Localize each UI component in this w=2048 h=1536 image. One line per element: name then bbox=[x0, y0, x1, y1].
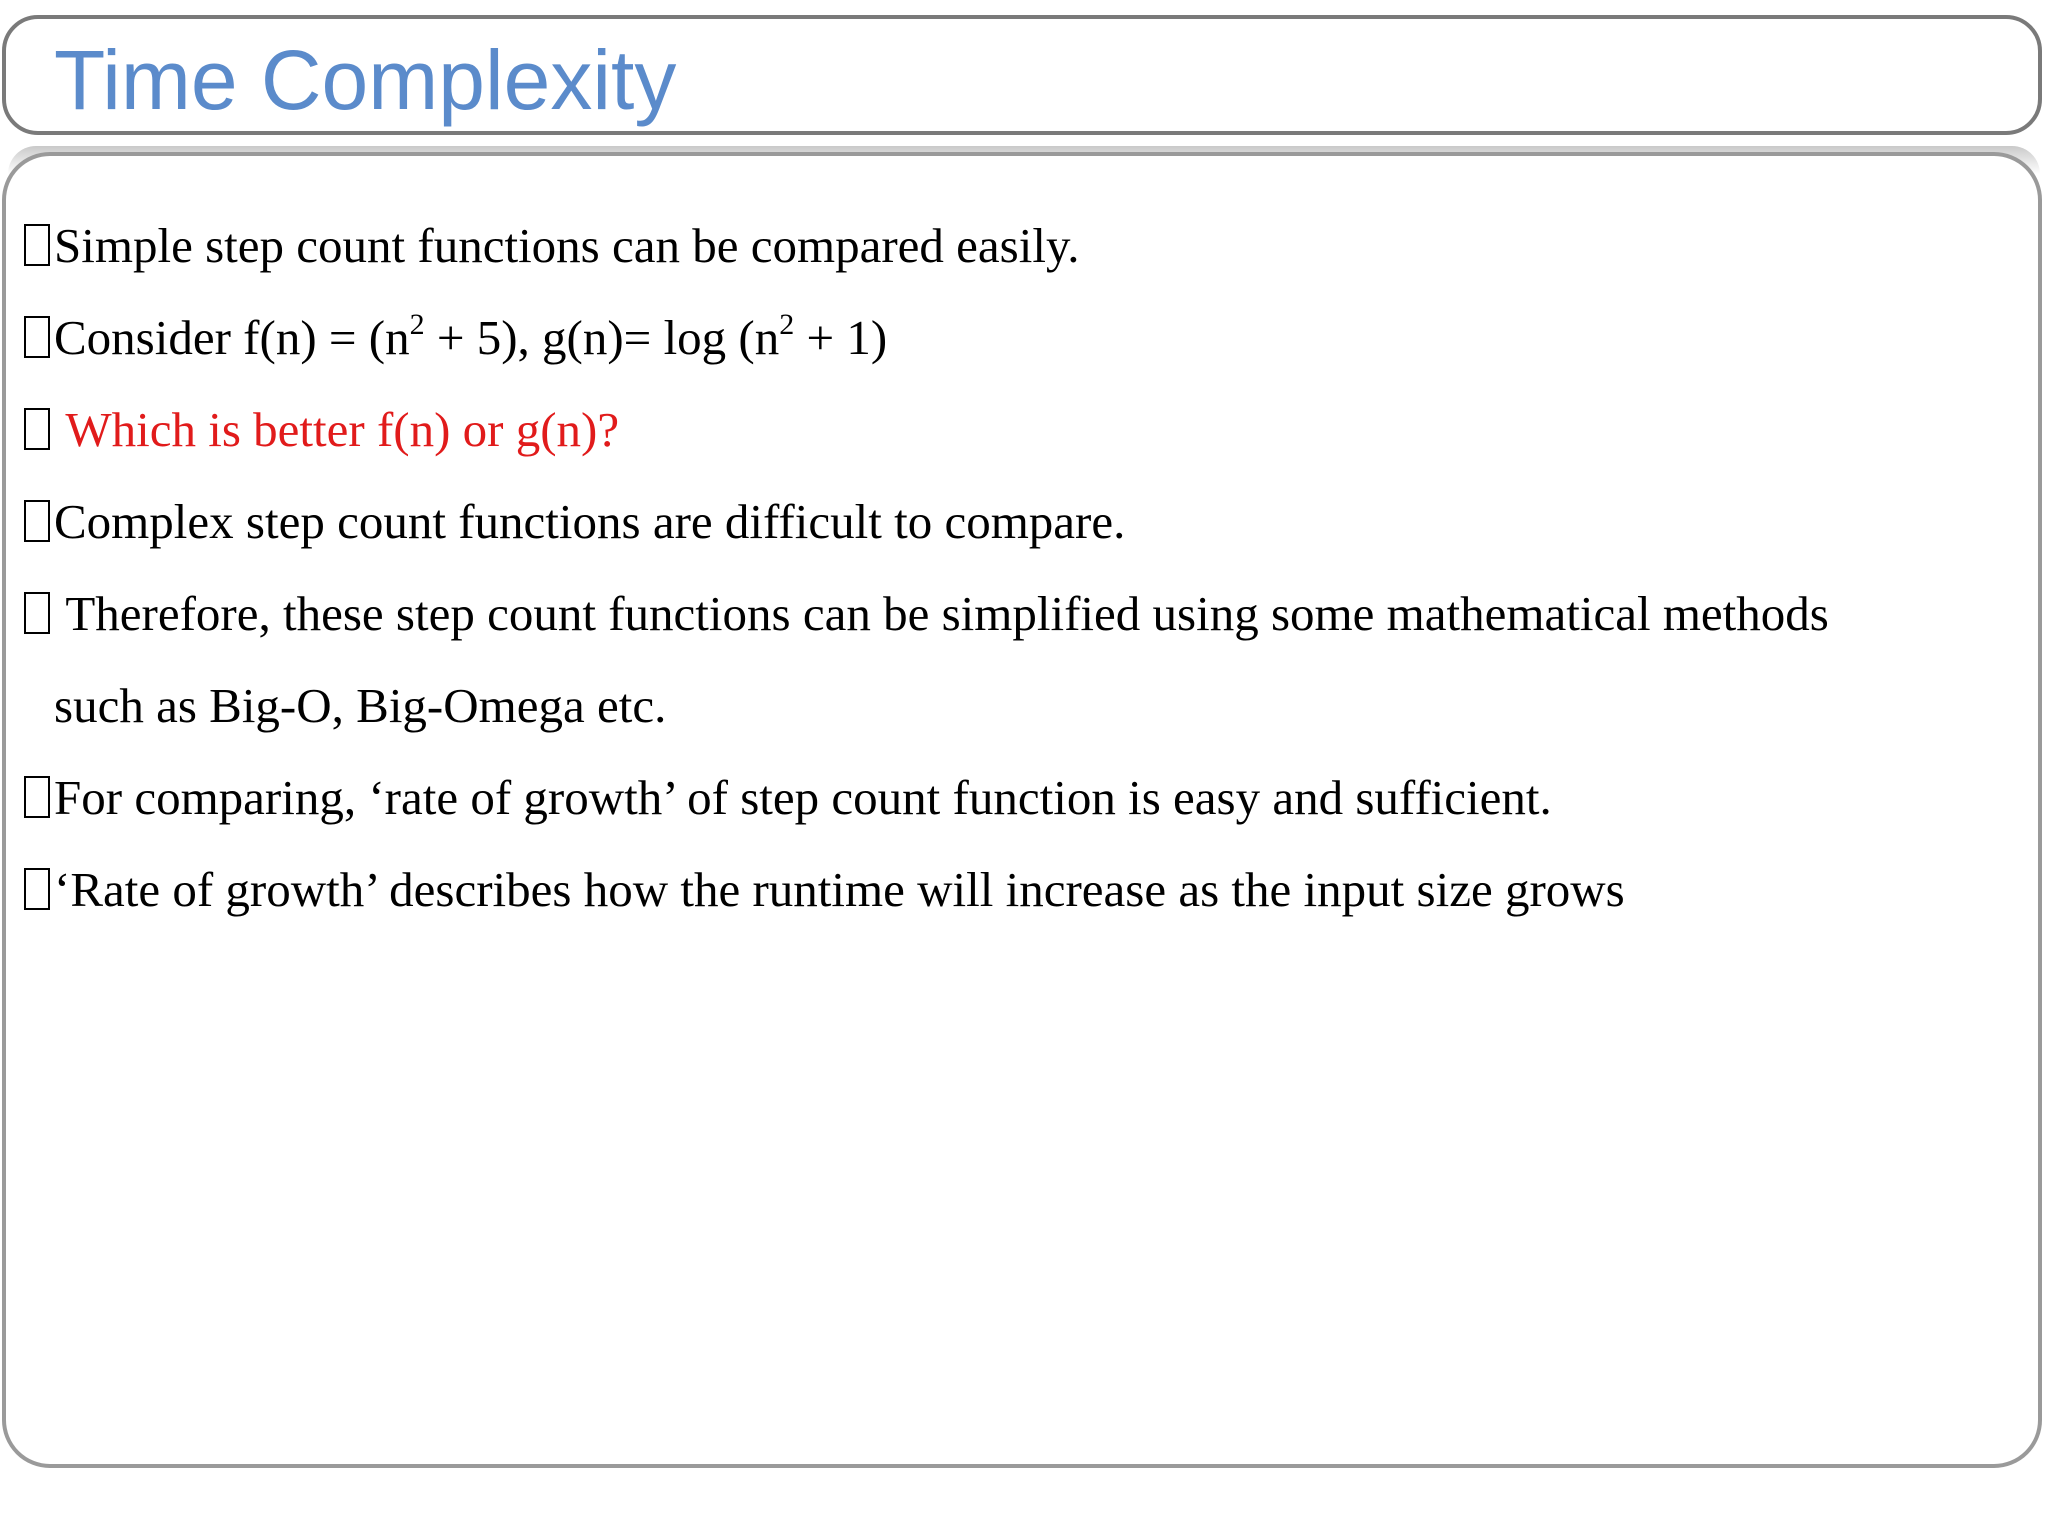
missing-glyph-box-icon bbox=[24, 868, 50, 910]
bullet-text: such as Big-O, Big-Omega etc. bbox=[54, 678, 667, 733]
highlighted-question: Which is better f(n) or g(n)? bbox=[54, 402, 620, 457]
bullet-list bbox=[24, 200, 2014, 936]
missing-glyph-box-icon bbox=[24, 408, 50, 450]
exponent: 2 bbox=[779, 308, 795, 341]
bullet-item bbox=[24, 476, 2014, 568]
bullet-item bbox=[24, 200, 2014, 292]
slide-title: Time Complexity bbox=[54, 33, 677, 127]
bullet-text-suffix: + 1) bbox=[794, 310, 888, 365]
bullet-text: Complex step count functions are difficult to compare. bbox=[54, 494, 1126, 549]
missing-glyph-box-icon bbox=[24, 500, 50, 542]
bullet-text-prefix: Consider f(n) = (n bbox=[54, 310, 410, 365]
bullet-item bbox=[24, 292, 2014, 384]
bullet-text: For comparing, ‘rate of growth’ of step count function is easy and sufficient. bbox=[54, 770, 1552, 825]
bullet-item bbox=[24, 384, 2014, 476]
missing-glyph-box-icon bbox=[24, 776, 50, 818]
bullet-text: Therefore, these step count functions can be simplified using some mathematical methods bbox=[54, 586, 1829, 641]
bullet-text: ‘Rate of growth’ describes how the runtime will increase as the input size grows bbox=[54, 862, 1625, 917]
bullet-continuation bbox=[24, 660, 2014, 752]
bullet-text-middle: + 5), g(n)= log (n bbox=[424, 310, 780, 365]
bullet-item bbox=[24, 844, 2014, 936]
bullet-text: Simple step count functions can be compared easily. bbox=[54, 218, 1080, 273]
missing-glyph-box-icon bbox=[24, 316, 50, 358]
missing-glyph-box-icon bbox=[24, 592, 50, 634]
missing-glyph-box-icon bbox=[24, 224, 50, 266]
bullet-item bbox=[24, 752, 2014, 844]
exponent: 2 bbox=[409, 308, 425, 341]
bullet-item bbox=[24, 568, 2014, 660]
